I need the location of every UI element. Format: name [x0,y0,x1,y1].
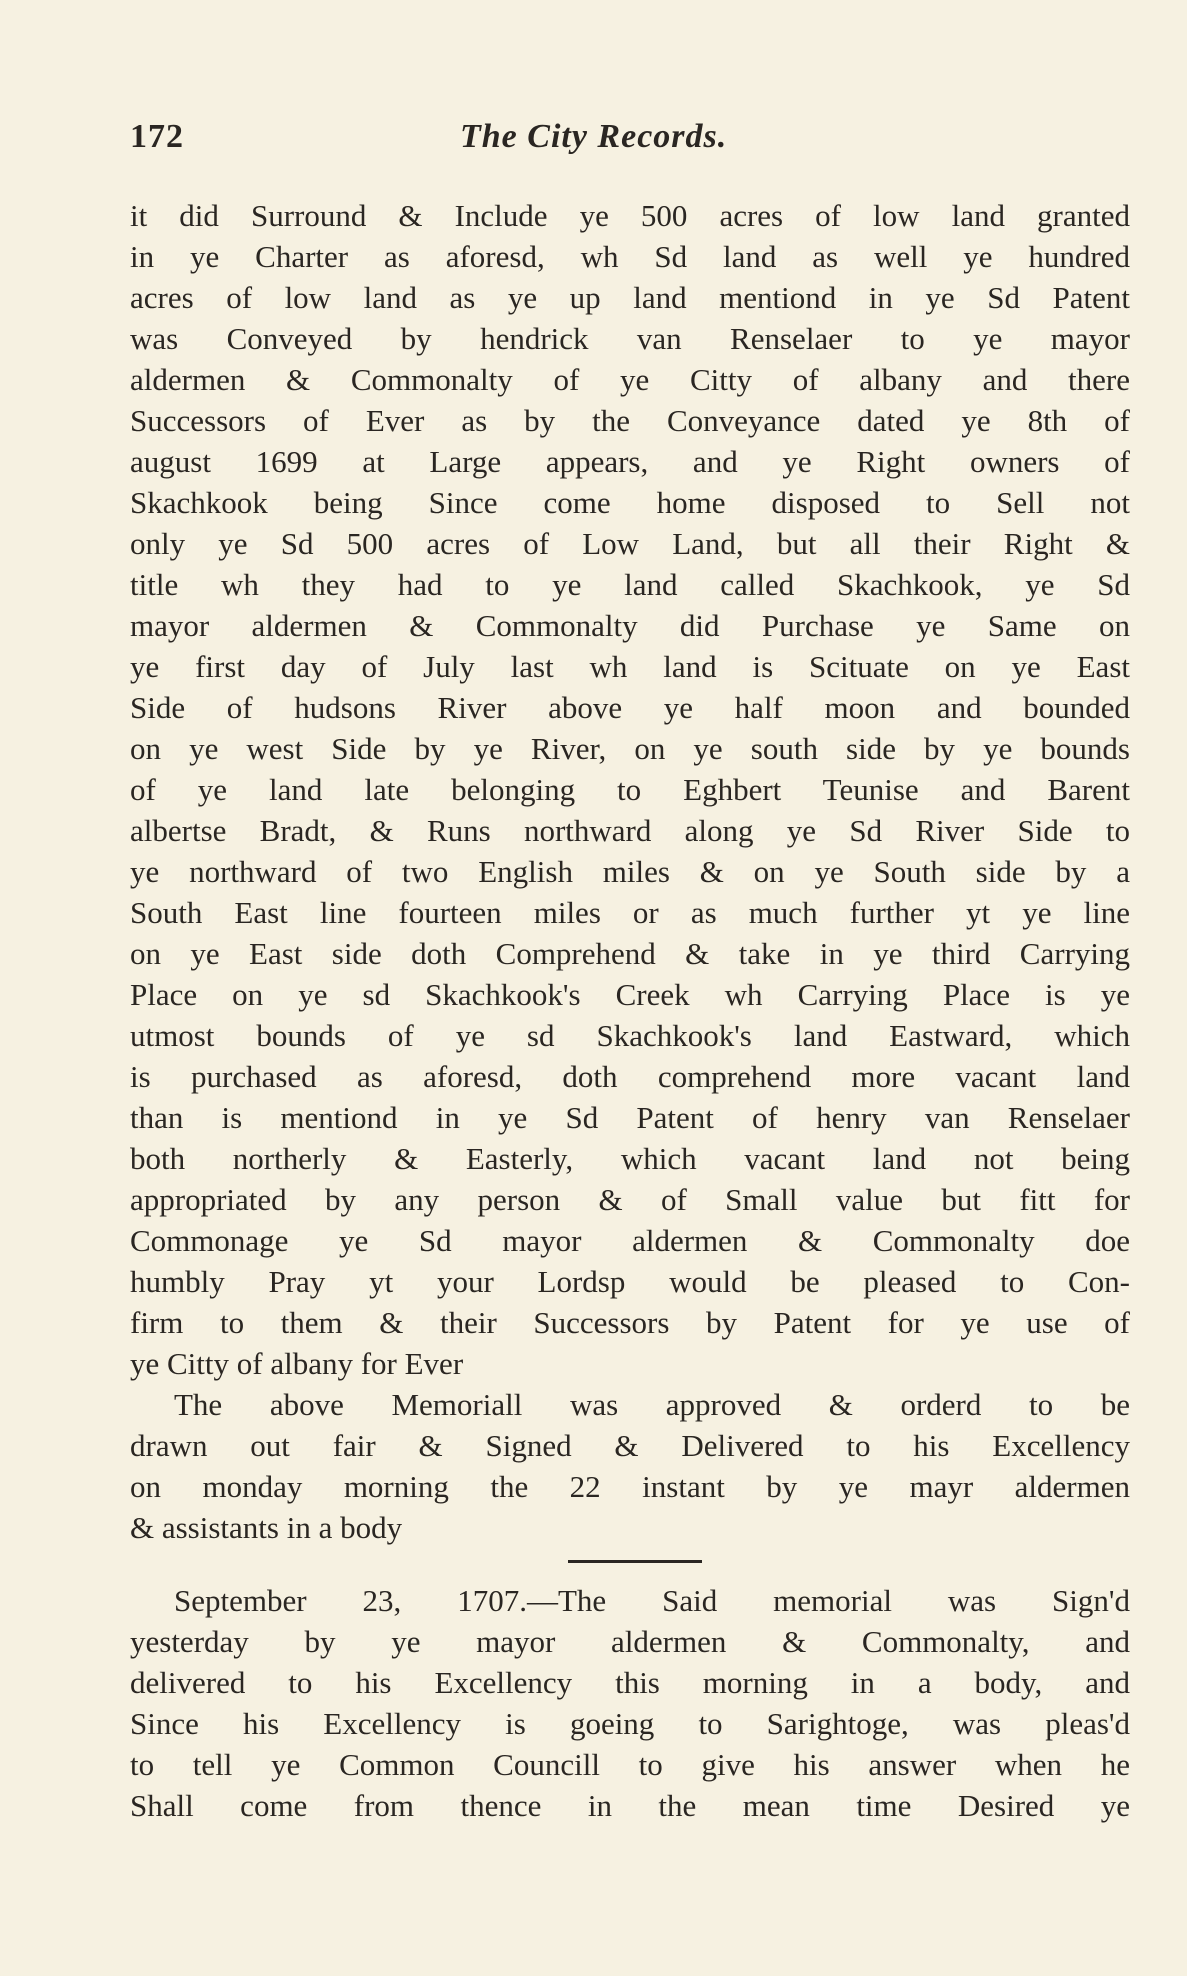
text-line: Successors of Ever as by the Conveyance dated ye 8th of [130,403,1130,438]
text-line: utmost bounds of ye sd Skachkook's land Eastward, which [130,1018,1130,1053]
text-line: august 1699 at Large appears, and ye Right owners of [130,444,1130,479]
text-line: than is mentiond in ye Sd Patent of henry van Renselaer [130,1100,1130,1135]
text-line: was Conveyed by hendrick van Renselaer to ye mayor [130,321,1130,356]
text-line: it did Surround & Include ye 500 acres of low land granted [130,198,1130,233]
text-line: title wh they had to ye land called Skachkook, ye Sd [130,567,1130,602]
text-line: firm to them & their Successors by Patent for ye use of [130,1305,1130,1340]
text-line: on ye East side doth Comprehend & take in ye third Carrying [130,936,1130,971]
text-line: Place on ye sd Skachkook's Creek wh Carrying Place is ye [130,977,1130,1012]
text-line: ye first day of July last wh land is Scituate on ye East [130,649,1130,684]
text-line: in ye Charter as aforesd, wh Sd land as well ye hundred [130,239,1130,274]
text-line: drawn out fair & Signed & Delivered to his Excellency [130,1428,1130,1463]
text-line: ye northward of two English miles & on ye South side by a [130,854,1130,889]
text-line: mayor aldermen & Commonalty did Purchase ye Same on [130,608,1130,643]
text-line: on ye west Side by ye River, on ye south side by ye bounds [130,731,1130,766]
page-number: 172 [130,118,184,155]
text-line: of ye land late belonging to Eghbert Teunise and Barent [130,772,1130,807]
text-line: is purchased as aforesd, doth comprehend more vacant land [130,1059,1130,1094]
text-line: appropriated by any person & of Small value but fitt for [130,1182,1130,1217]
text-line: to tell ye Common Councill to give his answer when he [130,1747,1130,1782]
text-line: albertse Bradt, & Runs northward along ye Sd River Side to [130,813,1130,848]
text-line: on monday morning the 22 instant by ye mayr aldermen [130,1469,1130,1504]
text-line: acres of low land as ye up land mentiond in ye Sd Patent [130,280,1130,315]
memorial-text [130,195,1130,1548]
text-line: humbly Pray yt your Lordsp would be pleased to Con- [130,1264,1130,1299]
section-divider [568,1560,702,1563]
text-line: Shall come from thence in the mean time Desired ye [130,1788,1130,1823]
text-line: South East line fourteen miles or as much further yt ye line [130,895,1130,930]
text-line: delivered to his Excellency this morning in a body, and [130,1665,1130,1700]
text-line: yesterday by ye mayor aldermen & Commonalty, and [130,1624,1130,1659]
text-line: both northerly & Easterly, which vacant land not being [130,1141,1130,1176]
text-line: September 23, 1707.—The Said memorial was Sign'd [174,1583,1130,1618]
text-line: Since his Excellency is goeing to Sarightoge, was pleas'd [130,1706,1130,1741]
text-line: ye Citty of albany for Ever [130,1346,464,1381]
text-line: only ye Sd 500 acres of Low Land, but all their Right & [130,526,1130,561]
text-line: Commonage ye Sd mayor aldermen & Commonalty doe [130,1223,1130,1258]
text-line: & assistants in a body [130,1510,403,1545]
text-line: The above Memoriall was approved & orderd to be [174,1387,1130,1422]
text-line: Skachkook being Since come home disposed to Sell not [130,485,1130,520]
text-line: Side of hudsons River above ye half moon and bounded [130,690,1130,725]
running-title: The City Records. [460,118,728,155]
page-header [130,118,1130,168]
dated-entry [130,1580,1130,1826]
text-line: aldermen & Commonalty of ye Citty of albany and there [130,362,1130,397]
